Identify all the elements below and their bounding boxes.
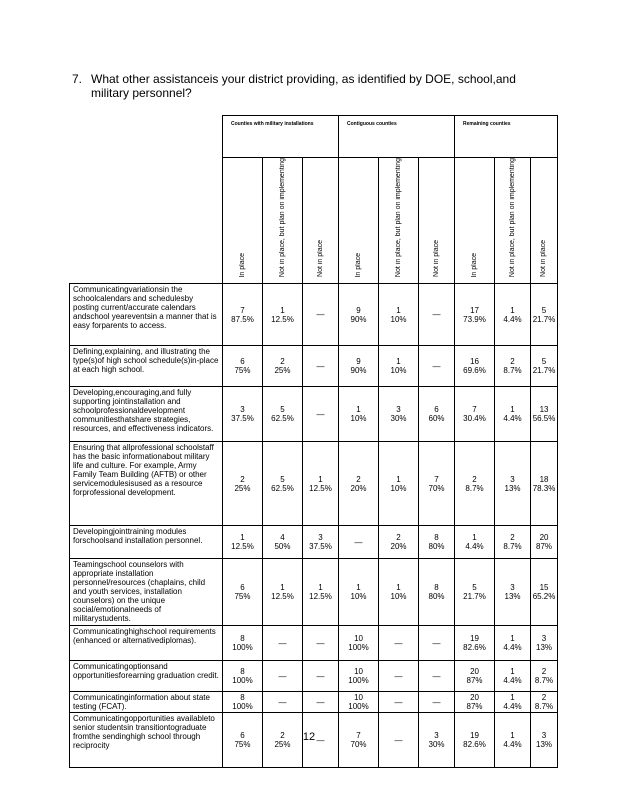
subheader-plan: Not in place, but plan on implementing <box>508 158 516 278</box>
value-cell: 2 25% <box>263 346 303 387</box>
value-cell: 1 12.5% <box>263 284 303 346</box>
value-cell: 1 4.4% <box>495 626 531 661</box>
value-cell: 3 37.5% <box>223 387 263 442</box>
value-cell: 1 10% <box>379 559 419 626</box>
value-cell: 6 75% <box>223 346 263 387</box>
value-cell: 5 21.7% <box>531 346 558 387</box>
value-cell: — <box>303 284 339 346</box>
value-cell: 1 12.5% <box>223 526 263 559</box>
value-cell: 5 62.5% <box>263 442 303 526</box>
value-cell: 6 75% <box>223 559 263 626</box>
value-cell: 3 13% <box>495 442 531 526</box>
table-row <box>70 559 558 626</box>
row-description: Defining,explaining, and illustrating the type(s)of high school schedule(s)in-place at each high school. <box>70 346 223 387</box>
table-row <box>70 284 558 346</box>
value-cell: 10 100% <box>339 692 379 713</box>
value-cell: 13 56.5% <box>531 387 558 442</box>
survey-table <box>69 115 558 768</box>
subheader-not-in-place: Not in place <box>540 240 548 278</box>
value-cell: — <box>419 346 455 387</box>
group-header-remaining: Remaining counties <box>455 116 558 158</box>
group-header-military: Counties with military installations <box>223 116 339 158</box>
value-cell: 5 62.5% <box>263 387 303 442</box>
value-cell: 3 13% <box>531 626 558 661</box>
value-cell: 3 30% <box>379 387 419 442</box>
value-cell: 1 4.4% <box>495 387 531 442</box>
value-cell: 3 13% <box>531 713 558 768</box>
value-cell: 7 87.5% <box>223 284 263 346</box>
value-cell: 20 87% <box>455 661 495 692</box>
table-row <box>70 526 558 559</box>
value-cell: 3 30% <box>419 713 455 768</box>
value-cell: 1 4.4% <box>495 661 531 692</box>
value-cell: — <box>263 692 303 713</box>
value-cell: 9 90% <box>339 284 379 346</box>
value-cell: 8 80% <box>419 526 455 559</box>
value-cell: 1 4.4% <box>455 526 495 559</box>
value-cell: 19 82.6% <box>455 626 495 661</box>
value-cell: 1 4.4% <box>495 713 531 768</box>
value-cell: 18 78.3% <box>531 442 558 526</box>
value-cell: 1 4.4% <box>495 692 531 713</box>
value-cell: 20 87% <box>455 692 495 713</box>
value-cell: 6 60% <box>419 387 455 442</box>
value-cell: 7 70% <box>339 713 379 768</box>
value-cell: — <box>379 692 419 713</box>
value-cell: — <box>303 346 339 387</box>
table-row <box>70 692 558 713</box>
subheader-not-in-place: Not in place <box>316 240 324 278</box>
value-cell: 8 100% <box>223 661 263 692</box>
value-cell: 20 87% <box>531 526 558 559</box>
value-cell: 10 100% <box>339 626 379 661</box>
value-cell: 8 100% <box>223 692 263 713</box>
subheader-plan: Not in place, but plan on implementing <box>278 158 286 278</box>
row-description: Communicatingopportunities availableto senior studentsin transitiontograduate fromthe sendinghigh school through reciprocity <box>70 713 223 768</box>
value-cell: 10 100% <box>339 661 379 692</box>
subheader-not-in-place: Not in place <box>432 240 440 278</box>
value-cell: 1 12.5% <box>303 442 339 526</box>
value-cell: — <box>419 692 455 713</box>
value-cell: — <box>379 713 419 768</box>
value-cell: 1 4.4% <box>495 284 531 346</box>
value-cell: 3 13% <box>495 559 531 626</box>
header-corner <box>70 116 223 284</box>
value-cell: — <box>263 661 303 692</box>
value-cell: 7 70% <box>419 442 455 526</box>
row-description: Communicatinginformation about state testing (FCAT). <box>70 692 223 713</box>
subheader-in-place: In place <box>354 252 362 278</box>
value-cell: 8 100% <box>223 626 263 661</box>
value-cell: 7 30.4% <box>455 387 495 442</box>
table-row <box>70 626 558 661</box>
subheader-in-place: In place <box>238 252 246 278</box>
table-row <box>70 442 558 526</box>
row-description: Communicatingvariationsin the schoolcalendars and schedulesby posting current/accurate calendars andschool yeareventsin a manner that is easy forparents to access. <box>70 284 223 346</box>
value-cell: 3 37.5% <box>303 526 339 559</box>
value-cell: 1 12.5% <box>303 559 339 626</box>
row-description: Developing,encouraging,and fully supporting jointinstallation and schoolprofessionaldevelopment communitiesthatshare strategies, resources, and effectiveness indicators. <box>70 387 223 442</box>
table-row <box>70 661 558 692</box>
subheader-in-place: In place <box>470 252 478 278</box>
page-number: 12 <box>302 731 316 743</box>
value-cell: 2 8.7% <box>495 526 531 559</box>
value-cell: 2 8.7% <box>495 346 531 387</box>
value-cell: — <box>419 661 455 692</box>
value-cell: 16 69.6% <box>455 346 495 387</box>
value-cell: 2 20% <box>339 442 379 526</box>
value-cell: — <box>263 626 303 661</box>
row-description: Communicatinghighschool requirements (enhanced or alternativediplomas). <box>70 626 223 661</box>
value-cell: 1 10% <box>379 442 419 526</box>
row-description: Ensuring that allprofessional schoolstaff has the basic informationabout military life and culture. For example, Army Family Team Building (AFTB) or other servicemodulesisused as a resource forprofessional development. <box>70 442 223 526</box>
value-cell: 19 82.6% <box>455 713 495 768</box>
value-cell: — <box>379 626 419 661</box>
value-cell: — <box>419 284 455 346</box>
value-cell: 5 21.7% <box>455 559 495 626</box>
value-cell: — <box>303 713 339 768</box>
question-text: What other assistanceis your district providing, as identified by DOE, school,and military personnel? <box>91 72 516 100</box>
group-header-row <box>70 116 558 158</box>
value-cell: 2 8.7% <box>531 692 558 713</box>
value-cell: 17 73.9% <box>455 284 495 346</box>
question-number: 7. <box>72 72 83 86</box>
value-cell: 4 50% <box>263 526 303 559</box>
value-cell: 2 25% <box>263 713 303 768</box>
table-row <box>70 387 558 442</box>
value-cell: — <box>379 661 419 692</box>
value-cell: 1 10% <box>379 284 419 346</box>
row-description: Communicatingoptionsand opportunitiesforearning graduation credit. <box>70 661 223 692</box>
value-cell: — <box>419 626 455 661</box>
row-description: Teamingschool counselors with appropriate installation personnel/resources (chaplains, child and youth services, installation counselors) on the unique social/emotionalneeds of militarystudents. <box>70 559 223 626</box>
value-cell: 1 10% <box>339 559 379 626</box>
value-cell: 2 8.7% <box>531 661 558 692</box>
value-cell: 8 80% <box>419 559 455 626</box>
value-cell: 6 75% <box>223 713 263 768</box>
value-cell: — <box>303 692 339 713</box>
value-cell: 2 25% <box>223 442 263 526</box>
value-cell: 1 10% <box>379 346 419 387</box>
value-cell: — <box>303 387 339 442</box>
value-cell: 9 90% <box>339 346 379 387</box>
survey-body <box>70 284 558 768</box>
row-description: Developingjointtraining modules forschoolsand installation personnel. <box>70 526 223 559</box>
value-cell: 1 12.5% <box>263 559 303 626</box>
value-cell: 2 20% <box>379 526 419 559</box>
value-cell: 15 65.2% <box>531 559 558 626</box>
subheader-plan: Not in place, but plan on implementing <box>394 158 402 278</box>
table-row <box>70 346 558 387</box>
value-cell: — <box>303 661 339 692</box>
value-cell: 2 8.7% <box>455 442 495 526</box>
value-cell: — <box>303 626 339 661</box>
value-cell: — <box>339 526 379 559</box>
value-cell: 5 21.7% <box>531 284 558 346</box>
group-header-contiguous: Contiguous counties <box>339 116 455 158</box>
value-cell: 1 10% <box>339 387 379 442</box>
